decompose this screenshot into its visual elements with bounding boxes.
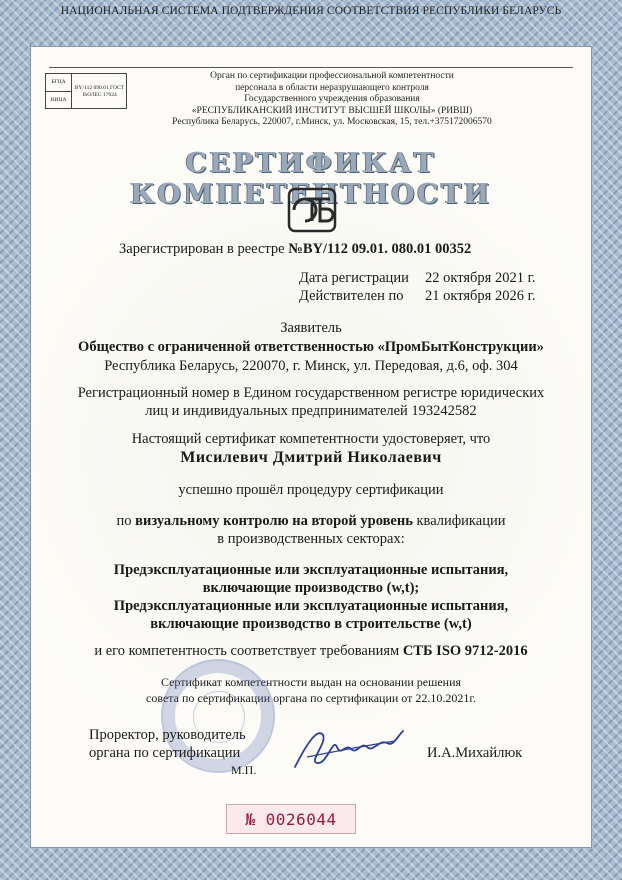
certificate-title: СЕРТИФИКАТ КОМПЕТЕНТНОСТИ (130, 148, 492, 210)
stb-conformity-mark-icon (287, 187, 337, 233)
logo-right: BY/112 090.01 ГОСТ ISO/IEC 17024 (74, 84, 125, 98)
certifies-intro: Настоящий сертификат компетентности удостоверяет, что (131, 431, 491, 447)
logo-top-left: БГЦА (46, 74, 72, 92)
certification-method (31, 513, 591, 530)
signatory-role: органа по сертификации (89, 745, 241, 761)
certified-person: Мисилевич Дмитрий Николаевич (180, 449, 442, 466)
applicant-address: Республика Беларусь, 220070, г. Минск, ул. Передовая, д.6, оф. 304 (104, 358, 518, 374)
sector-line: включающие производство в строительстве (w,t) (150, 616, 472, 632)
compliance-prefix: и его компетентность соответствует требованиям (94, 643, 400, 659)
sectors-label: в производственных секторах: (217, 531, 405, 547)
compliance-standard: СТБ ISO 9712-2016 (402, 643, 528, 659)
header-divider (49, 67, 573, 68)
applicant-registry-line: Регистрационный номер в Едином государственном регистре юридических (77, 385, 545, 401)
dates-block (299, 269, 536, 305)
org-line: Государственного учреждения образования (244, 94, 420, 104)
method-suffix: квалификации (416, 513, 506, 529)
signatory-role: Проректор, руководитель (89, 727, 246, 743)
stamp-place: М.П. (231, 763, 257, 777)
method-name: визуальному контролю на второй уровень (135, 513, 413, 529)
org-line: Орган по сертификации профессиональной компетентности (210, 71, 454, 81)
basis-line: Сертификат компетентности выдан на основании решения (160, 675, 462, 689)
compliance-line (31, 643, 591, 660)
registration-date-value: 22 октября 2021 г. (425, 270, 536, 286)
procedure-passed: успешно прошёл процедуру сертификации (178, 482, 444, 498)
accreditation-logo (45, 73, 127, 109)
system-title: НАЦИОНАЛЬНАЯ СИСТЕМА ПОДТВЕРЖДЕНИЯ СООТВЕТСТВИЯ РЕСПУБЛИКИ БЕЛАРУСЬ (60, 5, 562, 17)
issuing-organization (131, 71, 533, 129)
sector-line: включающие производство (w,t); (202, 580, 420, 596)
applicant-registry-line: лиц и индивидуальных предпринимателей 193242582 (145, 403, 477, 419)
serial-number: № 0026044 (226, 804, 356, 834)
sector-line: Предэксплуатационные или эксплуатационные испытания, (113, 598, 509, 614)
sector-line: Предэксплуатационные или эксплуатационные испытания, (113, 562, 509, 578)
valid-until-label: Действителен по (299, 288, 404, 304)
certificate-body (30, 46, 592, 848)
org-line: персонала в области неразрушающего контроля (235, 82, 429, 93)
registry-line (119, 241, 471, 258)
registry-label: Зарегистрирован в реестре (119, 241, 285, 257)
basis-line: совета по сертификации органа по сертификации от 22.10.2021г. (146, 691, 476, 705)
applicant-name: Общество с ограниченной ответственностью «ПромБытКонструкции» (78, 339, 544, 355)
registry-number: №BY/112 09.01. 080.01 00352 (288, 241, 472, 257)
valid-until-value: 21 октября 2026 г. (425, 288, 536, 304)
org-line: «РЕСПУБЛИКАНСКИЙ ИНСТИТУТ ВЫСШЕЙ ШКОЛЫ» (РИВШ) (191, 105, 473, 116)
signatory-name: И.А.Михайлюк (427, 745, 523, 761)
logo-bottom-left: ВИЦА (46, 92, 72, 109)
signature (287, 717, 407, 777)
method-prefix: по (116, 513, 132, 529)
applicant-label: Заявитель (280, 320, 342, 336)
org-line: Республика Беларусь, 220007, г.Минск, ул. Московская, 15, тел.+375172006570 (172, 117, 492, 127)
registration-date-label: Дата регистрации (299, 270, 409, 286)
